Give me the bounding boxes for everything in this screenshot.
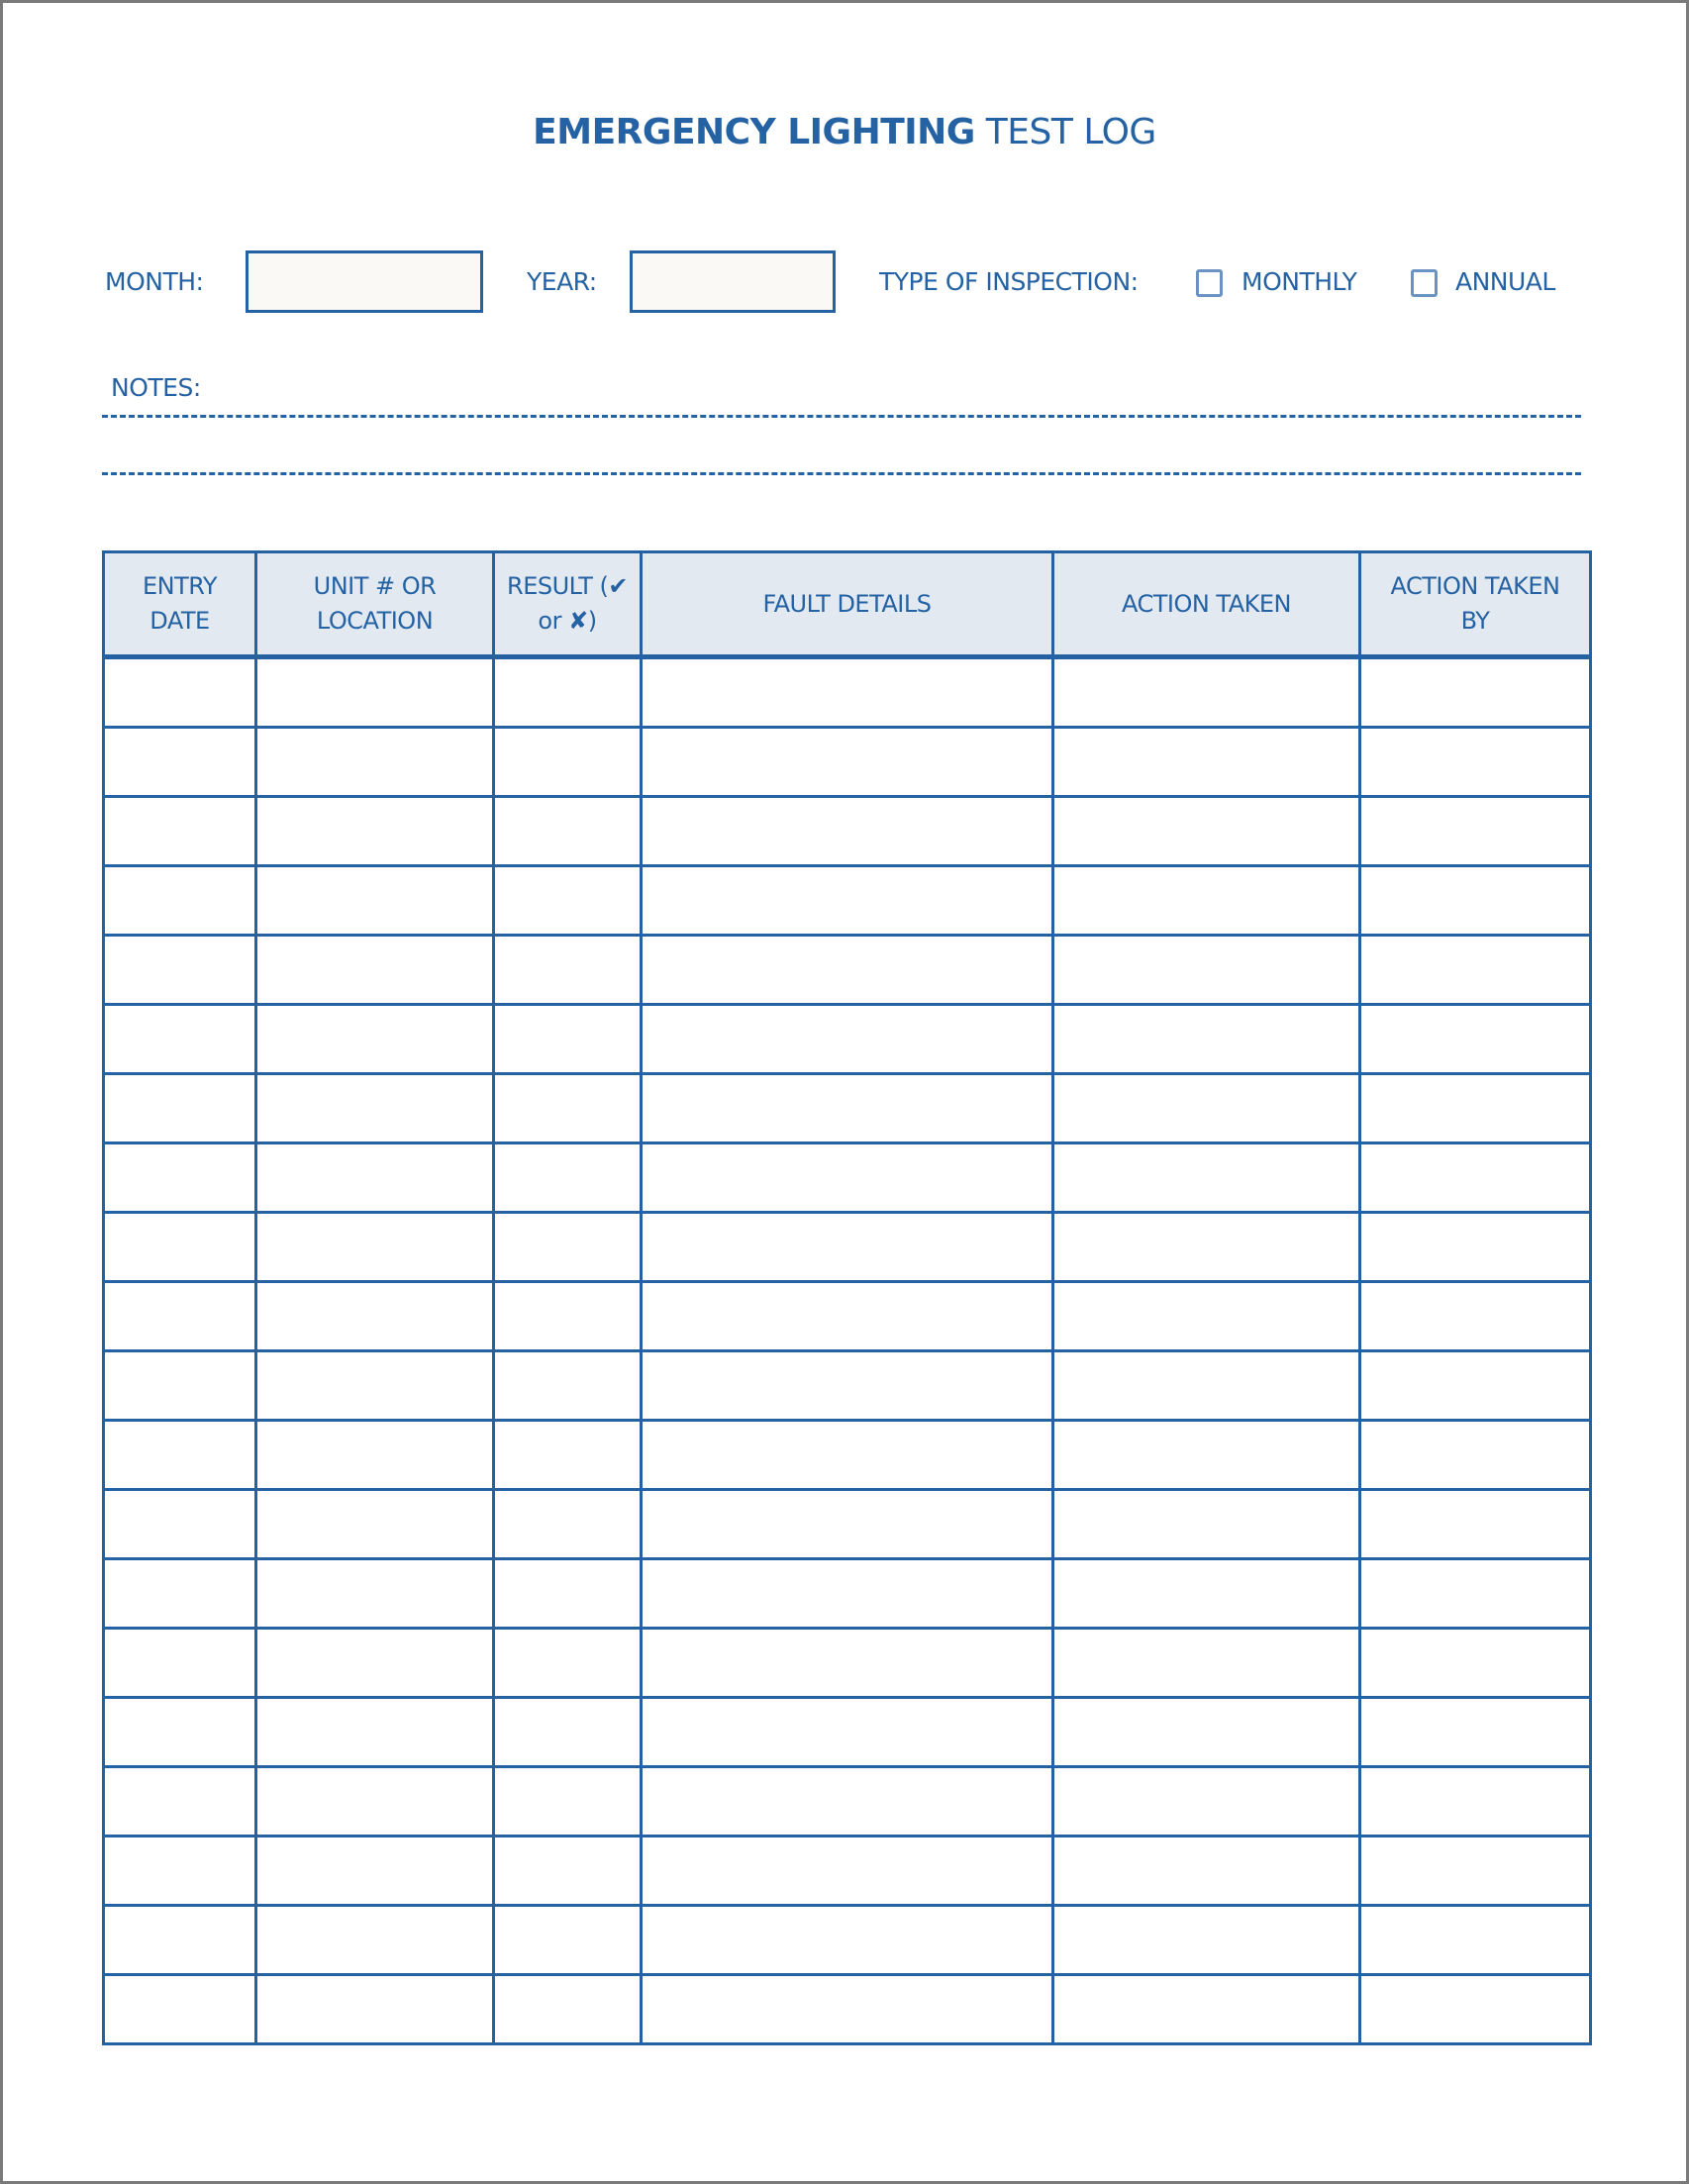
- cell-action-taken[interactable]: [1053, 1213, 1360, 1282]
- cell-entry-date[interactable]: [104, 728, 256, 797]
- cell-result[interactable]: [494, 1213, 642, 1282]
- cell-action-taken-by[interactable]: [1360, 728, 1591, 797]
- cell-entry-date[interactable]: [104, 1143, 256, 1213]
- cell-action-taken[interactable]: [1053, 1421, 1360, 1490]
- monthly-label: MONTHLY: [1242, 267, 1357, 296]
- cell-result[interactable]: [494, 1005, 642, 1074]
- cell-action-taken-by[interactable]: [1360, 1074, 1591, 1143]
- cell-action-taken-by[interactable]: [1360, 1351, 1591, 1421]
- table-row: [104, 866, 1591, 936]
- inspection-type-label: TYPE OF INSPECTION:: [879, 267, 1139, 296]
- cell-entry-date[interactable]: [104, 1906, 256, 1975]
- table-row: [104, 1074, 1591, 1143]
- cell-unit-location[interactable]: [256, 1975, 494, 2044]
- cell-action-taken-by[interactable]: [1360, 1490, 1591, 1559]
- cell-unit-location[interactable]: [256, 1351, 494, 1421]
- cell-action-taken-by[interactable]: [1360, 797, 1591, 866]
- table-row: [104, 1421, 1591, 1490]
- cell-action-taken[interactable]: [1053, 1767, 1360, 1837]
- cell-action-taken[interactable]: [1053, 657, 1360, 728]
- cell-unit-location[interactable]: [256, 1559, 494, 1629]
- cell-unit-location[interactable]: [256, 866, 494, 936]
- header-fault-details: FAULT DETAILS: [642, 552, 1053, 657]
- table-row: [104, 728, 1591, 797]
- cell-action-taken[interactable]: [1053, 728, 1360, 797]
- cell-action-taken-by[interactable]: [1360, 1143, 1591, 1213]
- cell-fault-details[interactable]: [642, 1074, 1053, 1143]
- cell-result[interactable]: [494, 1421, 642, 1490]
- cell-result[interactable]: [494, 1837, 642, 1906]
- cell-fault-details[interactable]: [642, 728, 1053, 797]
- cell-fault-details[interactable]: [642, 1975, 1053, 2044]
- table-row: [104, 1005, 1591, 1074]
- cell-action-taken-by[interactable]: [1360, 1005, 1591, 1074]
- cell-fault-details[interactable]: [642, 1906, 1053, 1975]
- cell-result[interactable]: [494, 657, 642, 728]
- cell-result[interactable]: [494, 1351, 642, 1421]
- cell-fault-details[interactable]: [642, 1629, 1053, 1698]
- cell-fault-details[interactable]: [642, 1213, 1053, 1282]
- page-title-bold: EMERGENCY LIGHTING: [533, 112, 975, 152]
- cell-action-taken[interactable]: [1053, 1282, 1360, 1351]
- notes-line-1[interactable]: [102, 415, 1581, 418]
- cell-entry-date[interactable]: [104, 1074, 256, 1143]
- cell-result[interactable]: [494, 936, 642, 1005]
- table-row: [104, 1213, 1591, 1282]
- cell-action-taken-by[interactable]: [1360, 1906, 1591, 1975]
- cell-result[interactable]: [494, 797, 642, 866]
- cell-action-taken-by[interactable]: [1360, 1975, 1591, 2044]
- cell-entry-date[interactable]: [104, 1490, 256, 1559]
- cell-unit-location[interactable]: [256, 1698, 494, 1767]
- cell-unit-location[interactable]: [256, 1629, 494, 1698]
- page-title-light: TEST LOG: [985, 112, 1156, 152]
- cell-result[interactable]: [494, 1975, 642, 2044]
- cell-action-taken[interactable]: [1053, 1629, 1360, 1698]
- cell-unit-location[interactable]: [256, 1074, 494, 1143]
- cell-action-taken[interactable]: [1053, 1490, 1360, 1559]
- cell-unit-location[interactable]: [256, 728, 494, 797]
- table-row: [104, 1629, 1591, 1698]
- table-row: [104, 1282, 1591, 1351]
- header-unit-location: UNIT # OR LOCATION: [256, 552, 494, 657]
- cell-action-taken[interactable]: [1053, 797, 1360, 866]
- cell-fault-details[interactable]: [642, 1490, 1053, 1559]
- notes-line-2[interactable]: [102, 472, 1581, 475]
- cell-unit-location[interactable]: [256, 1282, 494, 1351]
- cell-result[interactable]: [494, 1698, 642, 1767]
- cell-action-taken[interactable]: [1053, 1906, 1360, 1975]
- month-field[interactable]: [246, 250, 483, 313]
- cell-fault-details[interactable]: [642, 657, 1053, 728]
- cell-result[interactable]: [494, 1490, 642, 1559]
- table-row: [104, 657, 1591, 728]
- cell-action-taken[interactable]: [1053, 1143, 1360, 1213]
- cell-action-taken[interactable]: [1053, 1074, 1360, 1143]
- month-label: MONTH:: [105, 267, 204, 296]
- cell-unit-location[interactable]: [256, 1837, 494, 1906]
- cell-fault-details[interactable]: [642, 1143, 1053, 1213]
- cell-action-taken[interactable]: [1053, 1698, 1360, 1767]
- cell-action-taken[interactable]: [1053, 1975, 1360, 2044]
- cell-unit-location[interactable]: [256, 1213, 494, 1282]
- table-row: [104, 1559, 1591, 1629]
- cell-action-taken-by[interactable]: [1360, 1698, 1591, 1767]
- cell-result[interactable]: [494, 728, 642, 797]
- table-row: [104, 1975, 1591, 2044]
- cell-unit-location[interactable]: [256, 1906, 494, 1975]
- cell-action-taken[interactable]: [1053, 1559, 1360, 1629]
- cell-fault-details[interactable]: [642, 1005, 1053, 1074]
- cell-action-taken-by[interactable]: [1360, 657, 1591, 728]
- header-result: RESULT (✔ or ✘): [494, 552, 642, 657]
- cell-action-taken-by[interactable]: [1360, 1421, 1591, 1490]
- cell-unit-location[interactable]: [256, 1767, 494, 1837]
- table-row: [104, 1698, 1591, 1767]
- cell-action-taken[interactable]: [1053, 1351, 1360, 1421]
- cell-entry-date[interactable]: [104, 1213, 256, 1282]
- cell-entry-date[interactable]: [104, 936, 256, 1005]
- cell-entry-date[interactable]: [104, 1559, 256, 1629]
- cell-action-taken-by[interactable]: [1360, 1629, 1591, 1698]
- table-row: [104, 936, 1591, 1005]
- table-body: [104, 657, 1591, 2044]
- cell-fault-details[interactable]: [642, 1421, 1053, 1490]
- cell-unit-location[interactable]: [256, 1143, 494, 1213]
- table-row: [104, 797, 1591, 866]
- cell-unit-location[interactable]: [256, 1490, 494, 1559]
- cell-result[interactable]: [494, 1906, 642, 1975]
- cell-action-taken-by[interactable]: [1360, 1213, 1591, 1282]
- cell-fault-details[interactable]: [642, 936, 1053, 1005]
- cell-fault-details[interactable]: [642, 797, 1053, 866]
- cell-fault-details[interactable]: [642, 866, 1053, 936]
- cell-entry-date[interactable]: [104, 866, 256, 936]
- cell-fault-details[interactable]: [642, 1767, 1053, 1837]
- cell-unit-location[interactable]: [256, 936, 494, 1005]
- cell-action-taken[interactable]: [1053, 866, 1360, 936]
- header-action-taken: ACTION TAKEN: [1053, 552, 1360, 657]
- cell-entry-date[interactable]: [104, 657, 256, 728]
- cell-action-taken[interactable]: [1053, 1005, 1360, 1074]
- cell-entry-date[interactable]: [104, 1698, 256, 1767]
- annual-label: ANNUAL: [1455, 267, 1555, 296]
- cell-action-taken-by[interactable]: [1360, 1282, 1591, 1351]
- table-row: [104, 1490, 1591, 1559]
- cell-entry-date[interactable]: [104, 1975, 256, 2044]
- test-log-table: [102, 550, 1592, 2045]
- cell-action-taken[interactable]: [1053, 1837, 1360, 1906]
- cell-fault-details[interactable]: [642, 1351, 1053, 1421]
- header-action-taken-by: ACTION TAKEN BY: [1360, 552, 1591, 657]
- cell-unit-location[interactable]: [256, 797, 494, 866]
- cell-unit-location[interactable]: [256, 1421, 494, 1490]
- cell-unit-location[interactable]: [256, 1005, 494, 1074]
- cell-fault-details[interactable]: [642, 1282, 1053, 1351]
- annual-checkbox[interactable]: [1411, 269, 1438, 297]
- monthly-checkbox[interactable]: [1196, 269, 1223, 297]
- cell-entry-date[interactable]: [104, 797, 256, 866]
- cell-entry-date[interactable]: [104, 1629, 256, 1698]
- table-row: [104, 1143, 1591, 1213]
- cell-action-taken-by[interactable]: [1360, 936, 1591, 1005]
- cell-entry-date[interactable]: [104, 1837, 256, 1906]
- check-icon: ✔: [608, 572, 628, 600]
- header-entry-date: ENTRY DATE: [104, 552, 256, 657]
- notes-label: NOTES:: [111, 373, 201, 402]
- table-row: [104, 1837, 1591, 1906]
- cell-unit-location[interactable]: [256, 657, 494, 728]
- cell-result[interactable]: [494, 1143, 642, 1213]
- table-row: [104, 1767, 1591, 1837]
- cell-fault-details[interactable]: [642, 1559, 1053, 1629]
- cell-action-taken-by[interactable]: [1360, 1767, 1591, 1837]
- page-title: [0, 111, 1689, 154]
- cell-action-taken[interactable]: [1053, 936, 1360, 1005]
- cell-entry-date[interactable]: [104, 1767, 256, 1837]
- cell-result[interactable]: [494, 866, 642, 936]
- cell-action-taken-by[interactable]: [1360, 1559, 1591, 1629]
- cell-entry-date[interactable]: [104, 1282, 256, 1351]
- cell-result[interactable]: [494, 1559, 642, 1629]
- cell-fault-details[interactable]: [642, 1698, 1053, 1767]
- cell-action-taken-by[interactable]: [1360, 866, 1591, 936]
- cell-result[interactable]: [494, 1767, 642, 1837]
- cell-fault-details[interactable]: [642, 1837, 1053, 1906]
- cell-entry-date[interactable]: [104, 1005, 256, 1074]
- year-label: YEAR:: [527, 267, 597, 296]
- cell-result[interactable]: [494, 1282, 642, 1351]
- cell-result[interactable]: [494, 1629, 642, 1698]
- table-row: [104, 1906, 1591, 1975]
- cell-entry-date[interactable]: [104, 1351, 256, 1421]
- cell-result[interactable]: [494, 1074, 642, 1143]
- cell-entry-date[interactable]: [104, 1421, 256, 1490]
- cross-icon: ✘: [568, 607, 588, 635]
- table-header-row: [104, 552, 1591, 657]
- year-field[interactable]: [630, 250, 836, 313]
- cell-action-taken-by[interactable]: [1360, 1837, 1591, 1906]
- table-row: [104, 1351, 1591, 1421]
